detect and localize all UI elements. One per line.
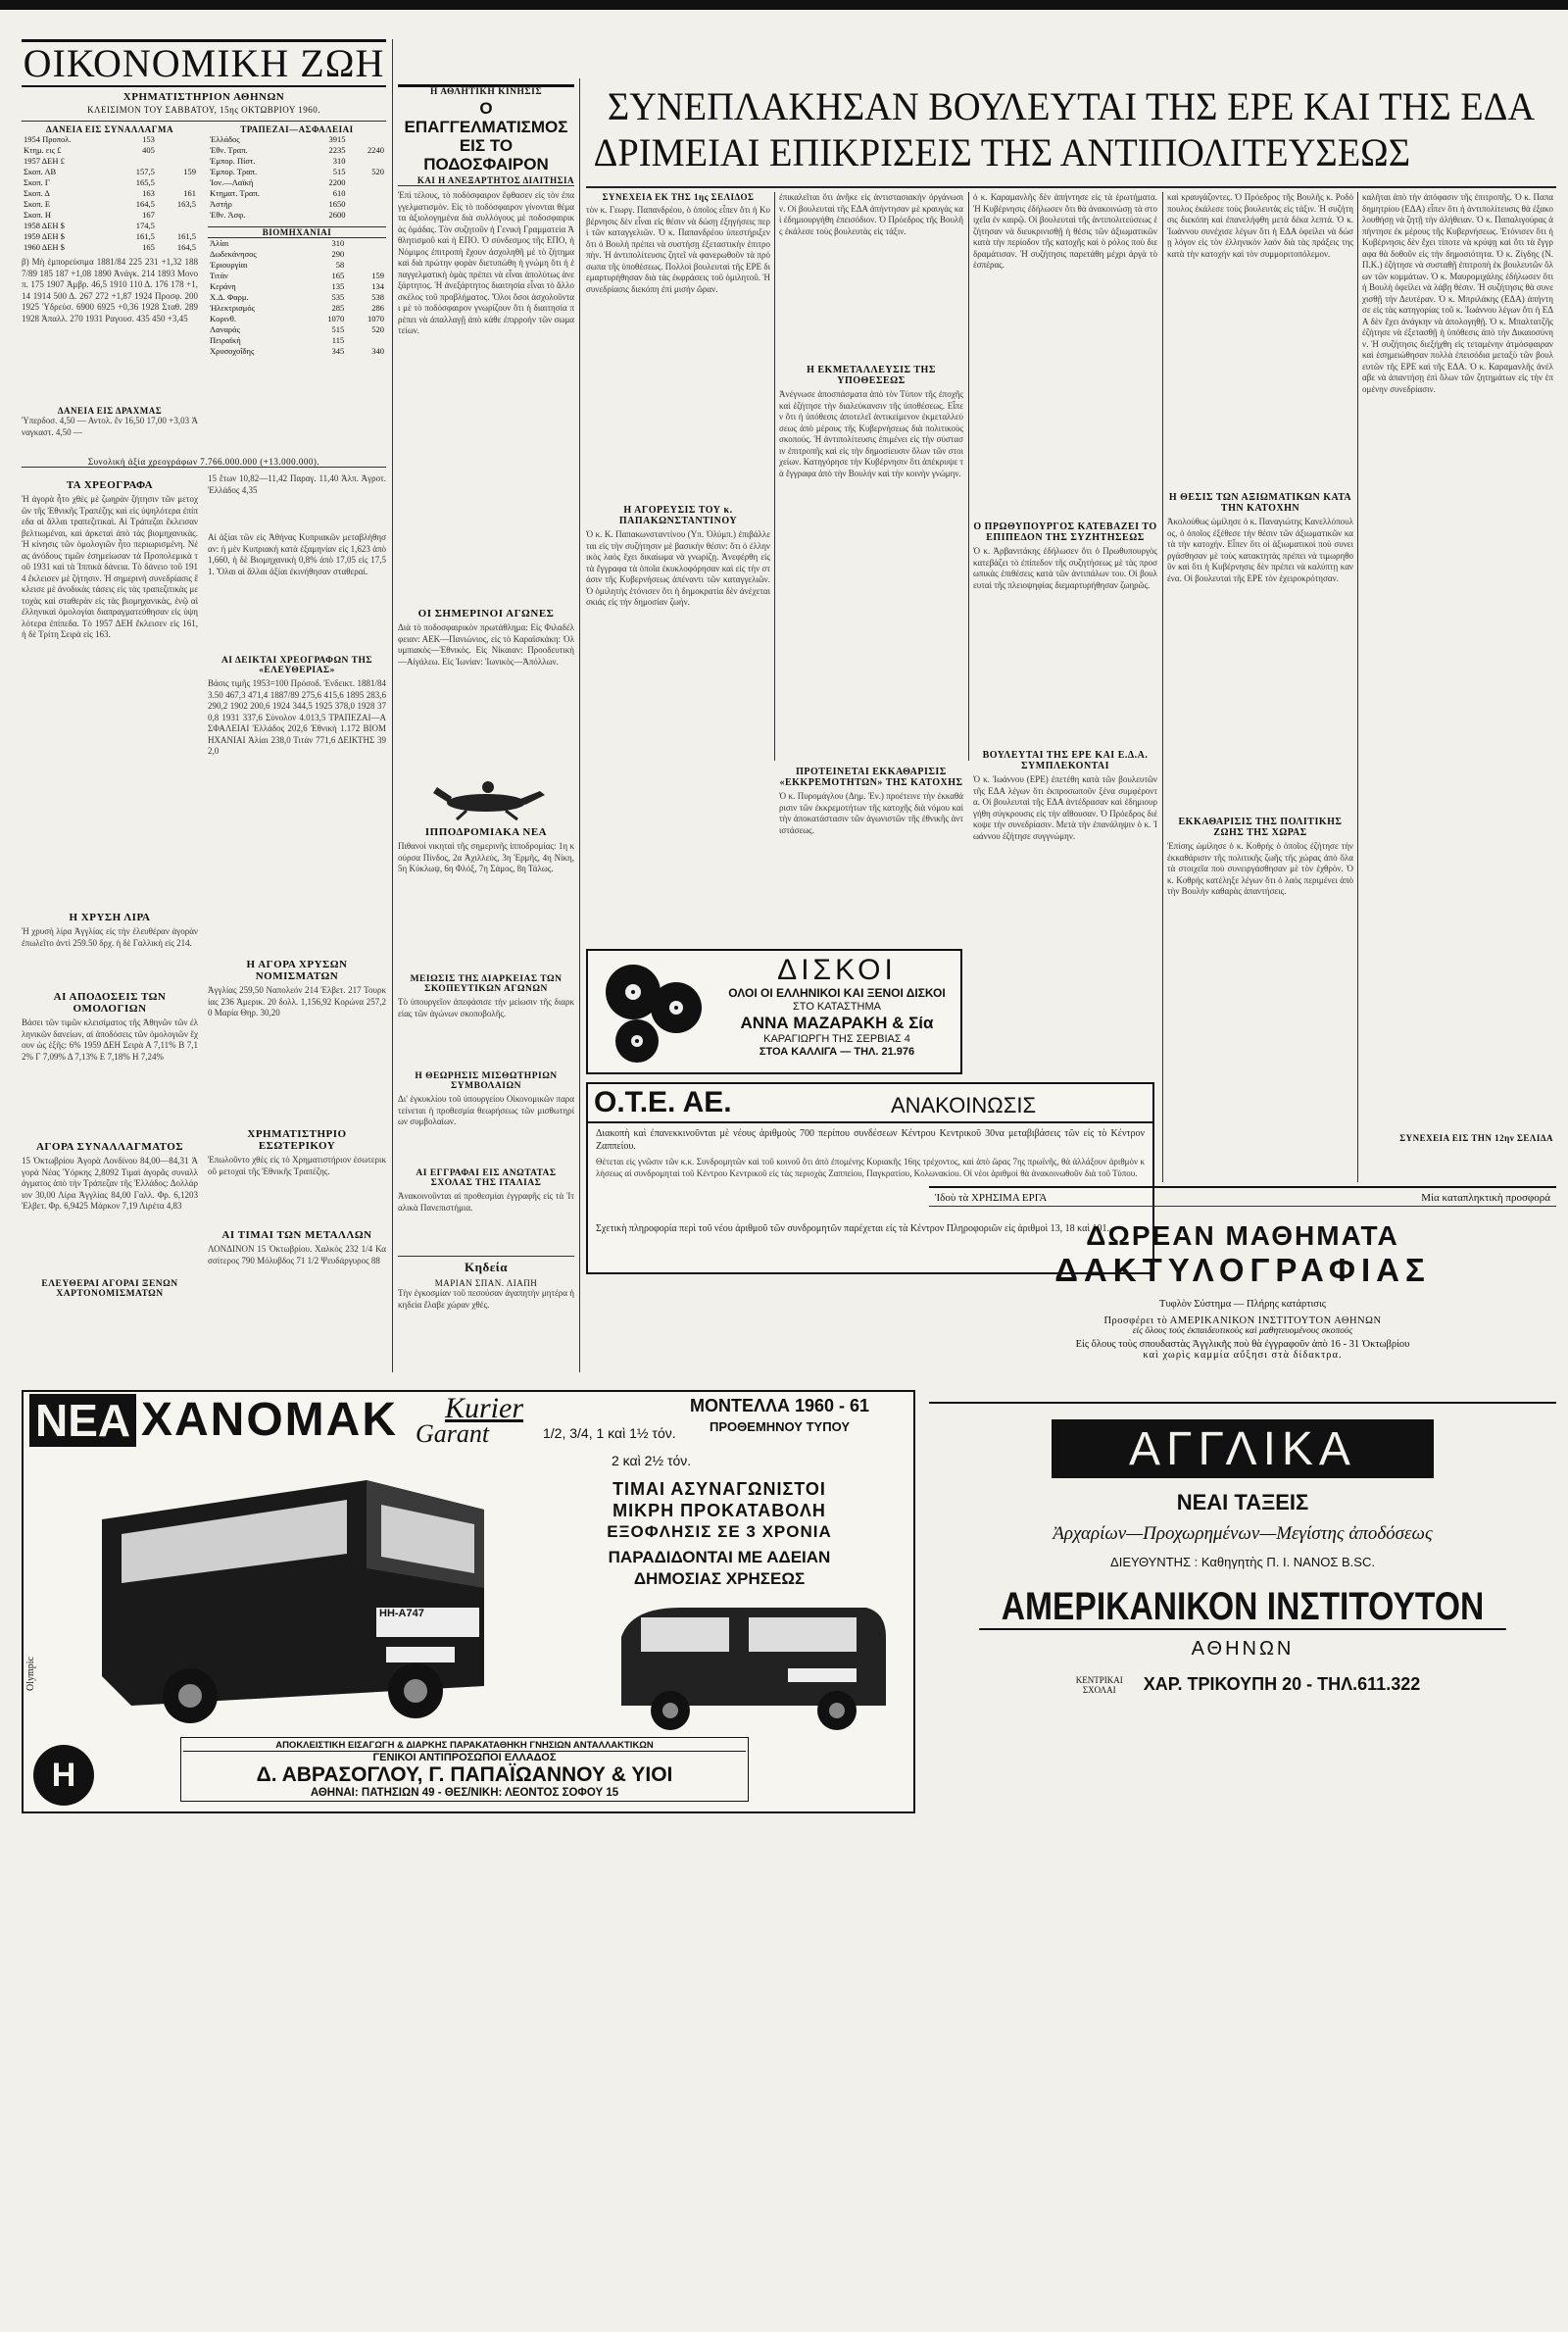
exchange-title: ΧΡΗΜΑΤΙΣΤΗΡΙΟΝ ΑΘΗΝΩΝ [122, 91, 285, 103]
free-market-title: ΕΛΕΥΘΕΡΑΙ ΑΓΟΡΑΙ ΞΕΝΩΝ ΧΑΡΤΟΝΟΜΙΣΜΑΤΩΝ [41, 1279, 178, 1299]
headline-line2: ΔΡΙΜΕΙΑΙ ΕΠΙΚΡΙΣΕΙΣ ΤΗΣ ΑΝΤΙΠΟΛΙΤΕΥΣΕΩΣ [593, 130, 1411, 174]
row-value: 58 [335, 260, 345, 270]
row-value: 286 [371, 303, 384, 313]
side-brand: Olympic [25, 1657, 36, 1691]
row-value: 174,5 [135, 221, 155, 230]
row-label: Δωδεκάνησος [210, 249, 257, 259]
table-row [208, 346, 386, 357]
english-line2: Ἀρχαρίων—Προχωρημένων—Μεγίστης ἀποδόσεως [1053, 1523, 1433, 1544]
subhead-papakonstantinou: Η ΑΓΟΡΕΥΣΙΣ ΤΟΥ κ. ΠΑΠΑΚΩΝΣΤΑΝΤΙΝΟΥ [618, 505, 738, 526]
car-footer2: ΓΕΝΙΚΟΙ ΑΝΤΙΠΡΟΣΩΠΟΙ ΕΛΛΑΔΟΣ [372, 1752, 557, 1763]
row-label: Τιτάν [210, 271, 228, 280]
subhead-ere-eda: ΒΟΥΛΕΥΤΑΙ ΤΗΣ ΕΡΕ ΚΑΙ Ε.Δ.Α. ΣΥΜΠΛΕΚΟΝΤΑΙ [982, 750, 1149, 771]
loans-table [22, 134, 198, 253]
car-footer3: Δ. ΑΒΡΑΣΟΓΛΟΥ, Γ. ΠΑΠΑΪΩΑΝΝΟΥ & ΥΙΟΙ [256, 1763, 673, 1786]
hanomag-logo-letter: H [51, 1756, 76, 1794]
row-value: 161,5 [176, 231, 196, 241]
row-value [157, 210, 198, 221]
row-value: 515 [332, 167, 346, 176]
industries-header: ΒΙΟΜΗΧΑΝΙΑΙ [208, 226, 386, 238]
typing-top-right: Μία καταπληκτικὴ προσφορά [1421, 1192, 1550, 1204]
story-column-4: καὶ κραυγάζοντες. Ὁ Πρόεδρος τῆς Βουλῆς κ. Ροδόπουλος ἐκάλεσε τοὺς βουλευτὰς εἰς τάξιν. Ἡ συζήτησις διεκόπη καὶ ἐπανελήφθη μετὰ δέκα λεπτά. Ὁ κ. Ἰωάννου συνέχισε λέγων ὅτι ἡ ΕΔΑ ὀφείλει νὰ δώσῃ λόγον εἰς τὸν ἑλληνικὸν λαόν διὰ τὰς πράξεις της κατὰ τὴν κατοχήν καὶ τὸν συμμοριτοπόλεμον. Η ΘΕΣΙΣ ΤΩΝ ΑΞΙΩΜΑΤΙΚΩΝ ΚΑΤΑ ΤΗΝ ΚΑΤΟΧΗΝ Ἀκολούθως ὡμίλησε ὁ κ. Παναγιώτης Κανελλόπουλος, ὁ ὁποῖος ἐξέθεσε τὴν θέσιν τῶν ἀξιωματικῶν κατὰ τὴν κατοχήν. Εἶπεν ὅτι οἱ ἀξιωματικοὶ ποὺ συνειργάσθησαν μὲ τοὺς κατακτητὰς πρέπει νὰ τιμωρηθοῦν καὶ ὅτι ἡ Κυβέρνησις δὲν πρέπει νὰ καλύπτῃ κανένα. Οἱ βουλευταὶ τῆς ΕΡΕ τὸν ἐχειροκρότησαν. ΕΚΚΑΘΑΡΙΣΙΣ ΤΗΣ ΠΟΛΙΤΙΚΗΣ ΖΩΗΣ ΤΗΣ ΧΩΡΑΣ Ἐπίσης ὡμίλησε ὁ κ. Κοθρής ὁ ὁποῖος ἐζήτησε τὴν ἐκκαθάρισιν τῆς πολιτικῆς ζωῆς τῆς χώρας ἀπὸ ὅλα τὰ στοιχεῖα ποὺ συνειργάσθησαν μὲ τὸν ἐχθρὸν. Ὁ κ. Κοθρής κατέληξε λέγων ὅτι ὁ λαὸς περιμένει ἀπὸ τὴν Βουλὴν καθαρὰς ἀπαντήσεις. [1167, 192, 1353, 896]
records-illustration [594, 961, 711, 1067]
table-row [208, 145, 386, 156]
column-rule [1162, 192, 1163, 1182]
row-label: Ἐθν. Ἀσφ. [210, 210, 246, 220]
subhead-officers: Η ΘΕΣΙΣ ΤΩΝ ΑΞΙΩΜΑΤΙΚΩΝ ΚΑΤΑ ΤΗΝ ΚΑΤΟΧΗΝ [1168, 492, 1352, 514]
swim-title: ΜΕΙΩΣΙΣ ΤΗΣ ΔΙΑΡΚΕΙΑΣ ΤΩΝ ΣΚΟΠΕΥΤΙΚΩΝ ΑΓΩΝΩΝ [410, 974, 563, 994]
xreografa-title: ΤΑ ΧΡΕΟΓΡΑΦΑ [66, 479, 154, 491]
row-value [116, 156, 157, 167]
table-row [22, 156, 198, 167]
table-row [22, 242, 198, 253]
row-value [157, 156, 198, 167]
row-value [346, 260, 386, 271]
hippo-title: ΙΠΠΟΔΡΟΜΙΑΚΑ ΝΕΑ [424, 826, 548, 838]
story-column-2b: ΠΡΟΤΕΙΝΕΤΑΙ ΕΚΚΑΘΑΡΙΣΙΣ «ΕΚΚΡΕΜΟΤΗΤΩΝ» ΤΗΣ ΚΑΤΟΧΗΣ Ὁ κ. Πυρομάγλου (Δημ. Ἑν.) προέτεινε τὴν ἐκκαθάρισιν τῶν ἐκκρεμοτήτων τῆς κατοχῆς διὰ νόμου καὶ τὴν ἀποκατάστασιν τῶν ἀγωνιστῶν τῆς ἐθνικῆς ἀντιστάσεως. [779, 767, 963, 835]
english-central: ΚΕΝΤΡΙΚΑΙ ΣΧΟΛΑΙ [1075, 1674, 1123, 1695]
records-address2: ΣΤΟΑ ΚΑΛΛΙΓΑ — ΤΗΛ. 21.976 [759, 1046, 915, 1058]
row-value: 115 [331, 335, 345, 345]
english-line1: ΝΕΑΙ ΤΑΞΕΙΣ [1176, 1490, 1309, 1514]
row-value: 520 [371, 167, 384, 176]
row-value: 2200 [328, 177, 346, 187]
ote-subtitle: ΑΝΑΚΟΙΝΩΣΙΣ [890, 1093, 1037, 1117]
economy-title: ΟΙΚΟΝΟΜΙΚΗ ΖΩΗ [23, 41, 385, 85]
lead-story [586, 84, 1556, 184]
row-label: Χ.Δ. Φαρμ. [210, 292, 249, 302]
english-address: ΧΑΡ. ΤΡΙΚΟΥΠΗ 20 - ΤΗΛ.611.322 [1143, 1674, 1421, 1694]
row-value: 159 [183, 167, 196, 176]
table-row [22, 145, 198, 156]
typing-classes-ad [929, 1186, 1556, 1392]
row-label: Ἑλλάδος [210, 134, 240, 144]
row-value [348, 156, 386, 167]
table-row [208, 260, 386, 271]
industries-table [208, 238, 386, 357]
row-label: 1958 ΔΕΗ $ [24, 221, 65, 230]
row-label: Κορινθ. [210, 314, 236, 323]
register-title: ΑΙ ΕΓΓΡΑΦΑΙ ΕΙΣ ΑΝΩΤΑΤΑΣ ΣΧΟΛΑΣ ΤΗΣ ΙΤΑΛΙΑΣ [416, 1168, 557, 1188]
ote-footer: Σχετικὴ πληροφορία περὶ τοῦ νέου ἀριθμοῦ τῶν συνδρομητῶν παρέχεται εἰς τὰ Κέντρον Πληροφοριῶν εἰς ἀριθμοὶ 13, 18 καὶ 101. [596, 1223, 1110, 1234]
table-row [22, 221, 198, 231]
table-row [208, 210, 386, 221]
row-label: 1959 ΔΕΗ $ [24, 231, 65, 241]
sports-kicker: Η ΑΘΛΗΤΙΚΗ ΚΙΝΗΣΙΣ [398, 84, 574, 97]
table-row [208, 156, 386, 167]
row-value [157, 134, 198, 145]
row-value [157, 177, 198, 188]
row-label: Κτηματ. Τραπ. [210, 188, 260, 198]
row-label: Ἐμπορ. Πίστ. [210, 156, 256, 166]
column-rule [392, 39, 393, 1372]
english-inst1: ΑΜΕΡΙΚΑΝΙΚΟΝ ΙΝΣΤΙΤΟΥΤΟΝ [979, 1585, 1506, 1630]
row-value: 165 [142, 242, 155, 252]
car-offer3: ΕΞΟΦΛΗΣΙΣ ΣΕ 3 ΧΡΟΝΙΑ [607, 1522, 832, 1541]
story-column-3: ὁ κ. Καραμανλῆς δὲν ἀπήντησε εἰς τὰ ἐρωτήματα. Ἡ Κυβέρνησις ἐδήλωσεν ὅτι θὰ ἀνακοινώσῃ τὰ στοιχεῖα ἐν καιρῷ. Οἱ βουλευταὶ τῆς ἀντιπολιτεύσεως ἐζήτησαν νὰ διευκρινισθῇ ἡ θέσις τῶν ἀξιωματικῶν κατὰ τὴν περίοδον τῆς κατοχῆς καὶ ὁ ρόλος ποὺ διεδραμάτισαν. Ἡ συζήτησις παρετάθη μέχρι ἀργὰ τὸ ἑσπέρας. Ο ΠΡΩΘΥΠΟΥΡΓΟΣ ΚΑΤΕΒΑΖΕΙ ΤΟ ΕΠΙΠΕΔΟΝ ΤΗΣ ΣΥΖΗΤΗΣΕΩΣ Ὁ κ. Ἀρβανιτάκης ἐδήλωσεν ὅτι ὁ Πρωθυπουργὸς κατεβάζει τὸ ἐπίπεδον τῆς συζητήσεως μὲ τὰς προσωπικὰς ἐπιθέσεις κατὰ τῶν ἀντιπάλων του. Οἱ βουλευταὶ τῆς πλειοψηφίας διεμαρτυρήθησαν ζωηρῶς. ΒΟΥΛΕΥΤΑΙ ΤΗΣ ΕΡΕ ΚΑΙ Ε.Δ.Α. ΣΥΜΠΛΕΚΟΝΤΑΙ Ὁ κ. Ἰωάννου (ΕΡΕ) ἐπετέθη κατὰ τῶν βουλευτῶν τῆς ΕΔΑ λέγων ὅτι ἐκπροσωποῦν ξένα συμφέροντα. Οἱ βουλευταὶ τῆς ΕΔΑ ἀντέδρασαν καὶ ἐδημιουργήθη σύγκρουσις εἰς τὴν αἴθουσαν. Ὁ Πρόεδρος διέκοψε τὴν συνεδρίασιν. Μετὰ τὴν ἐπανάληψιν ὁ κ. Ἰωάννου ἐζήτησε συγγνώμην. [973, 192, 1157, 841]
records-line1: ΟΛΟΙ ΟΙ ΕΛΛΗΝΙΚΟΙ ΚΑΙ ΞΕΝΟΙ ΔΙΣΚΟΙ [728, 986, 946, 1000]
row-value: 161 [183, 188, 196, 198]
football-subtitle: ΚΑΙ Η ΑΝΕΞΑΡΤΗΤΟΣ ΔΙΑΙΤΗΣΙΑ [398, 175, 574, 186]
car-brand1: ΝΕΑ [29, 1394, 136, 1447]
column-rule [968, 192, 969, 761]
row-value: 340 [371, 346, 384, 356]
loans-header: ΔΑΝΕΙΑ ΕΙΣ ΣΥΝΑΛΛΑΓΜΑ [45, 124, 174, 134]
row-label: 1957 ΔΕΗ £ [24, 156, 65, 166]
table-row [208, 335, 386, 346]
economy-section: ΟΙΚΟΝΟΜΙΚΗ ΖΩΗ ΧΡΗΜΑΤΙΣΤΗΡΙΟΝ ΑΘΗΝΩΝ ΚΛΕΙΣΙΜΟΝ ΤΟΥ ΣΑΒΒΑΤΟΥ, 15ης ΟΚΤΩΒΡΙΟΥ 1960. ΔΑΝΕΙΑ ΕΙΣ ΣΥΝΑΛΛΑΓΜΑ 1954 Προπολ. 153 Κτημ. εις £ 405 1957 ΔΕΗ £ Σκοπ. ΑΒ 157,5 159 Σκοπ. Γ 165,5 Σκοπ. Δ 163 161 Σκοπ. Ε 164,5 163,5 Σκοπ. Η 167 1958 ΔΕΗ $ 174,5 1959 ΔΕΗ $ 161,5 161,5 1960 ΔΕΗ $ 165 164,5 β) Μὴ ἐμπορεύσιμα 1881/84 225 231 +1,32 1887/89 185 187 +1,08 1890 Ἀνάγκ. 214 1893 Μονοπ. 175 1907 Ἀμβρ. 46,5 1910 110 Δ. 176 178 +1,14 1914 500 Δ. 267 272 +1,87 1924 Προσφ. 200 1925 Ὑδρεύσ. 6900 6925 +0,36 1928 Σταθ. 289 1928 Ἀπαλλ. 270 1931 Ραγουσ. 435 450 +3,45 ΔΑΝΕΙΑ ΕΙΣ ΔΡΑΧΜΑΣ Ὑπερδοσ. 4,50 — Αντολ. ἔν 16,50 17,00 +3,03 Ἀναγκαστ. 4,50 — ΤΡΑΠΕΖΑΙ—ΑΣΦΑΛΕΙΑΙ Ἑλλάδος 3915 Ἐθν. Τραπ. 2235 2240 Ἐμπορ. Πίστ. 310 Ἐμπορ. Τραπ. 515 520 Ἰον.—Λαϊκή 2200 Κτηματ. Τραπ. 610 Ἀστήρ 1650 Ἐθν. Ἀσφ. 2600 ΒΙΟΜΗΧΑΝΙΑΙ Ἀλίαι 310 Δωδεκάνησος 290 Ἐριουργίαι 58 Τιτάν 165 159 Κεράνη 135 134 Χ.Δ. Φαρμ. 535 538 Ἠλεκτρισμός 285 286 Κορινθ. 1070 1070 Λαναράς 515 520 Πειραϊκή 115 Χρυσοχοΐδης 345 340 Συνολικὴ ἀξία χρεογράφων 7.766.000.000 (+13.000.000). ΤΑ ΧΡΕΟΓΡΑΦΑ Ἡ ἀγορὰ ἦτο χθὲς μὲ ζωηρὰν ζήτησιν τῶν μετοχῶν τῆς Ἐθνικῆς Τραπέζης καὶ εἰς ὑψηλότερα ἐπίπεδα αἱ ἄλλαι τραπεζιτικαὶ. Αἱ Τράπεζαι ἔκλεισαν βελτιωμέναι, καὶ ἀρκεταὶ ἀπὸ τὰς βιομηχανικὰς. Ἡ κίνησις τῶν ὁμολογιῶν ἦτο περιωρισμένη. Νέας ἀνόδους τιμῶν ἐσημείωσαν τὰ Προπολεμικὰ τοῦ 1931 καὶ τὰ Ἰππικὰ δάνεια. Τὸ δάνειο τοῦ 1914 ἔκλεισεν μὲ ζήτησιν. Ἡ σημερινὴ συνεδρίασις ἔκλεισε μὲ ἀνοδικὰς τάσεις εἰς τὰς τραπεζιτικὰς μετοχὰς καὶ σταθερὰν εἰς τὰς βιομηχανικὰς, ἐνῷ αἱ ἐλληνικαὶ ὁμολογίαι διαπραγματεύθησαν εἰς ὑψηλότερα ἐπίπεδα. Τὸ 1957 ΔΕΗ ἔκλεισεν εἰς 161, ἡ δὲ Τρίτη Σειρὰ εἰς 163. Η ΧΡΥΣΗ ΛΙΡΑ Ἡ χρυσὴ λίρα Ἀγγλίας εἰς τὴν ἐλευθέραν ἀγορὰν ἐπωλεῖτο ἀντὶ 259.50 δρχ. ἡ δὲ Γαλλικὴ εἰς 214. ΑΙ ΑΠΟΔΟΣΕΙΣ ΤΩΝ ΟΜΟΛΟΓΙΩΝ Βάσει τῶν τιμῶν κλεισίματος τῆς Ἀθηνῶν τῶν ἐλληνικῶν δανείων, αἱ ἀποδόσεις τῶν ὁμολογιῶν ἔχουν ὡς ἑξῆς: 6% 1959 ΔΕΗ Σειρὰ Α 7,11% Β 7,12% Γ 7,09% Δ 7,13% Ε 7,18% Η 7,24% ΑΓΟΡΑ ΣΥΝΑΛΛΑΓΜΑΤΟΣ 15 Ὀκτωβρίου Ἀγορὰ Λονδίνου 84,00—84,31 Ἀγορὰ Νέας Ὑόρκης 2,8092 Τιμαὶ ἀγορᾶς συναλλάγματος ἀπὸ τὴν Τράπεζαν τῆς Ἑλλάδος: Δολλάριον 30,00 Λίρα Ἀγγλίας 84,00 Γαλλ. Φρ. 6,1203 Ἐλβετ. Φρ. 6,9425 Μάρκον 7,19 Λιρέτα 4,83 ΕΛΕΥΘΕΡΑΙ ΑΓΟΡΑΙ ΞΕΝΩΝ ΧΑΡΤΟΝΟΜΙΣΜΑΤΩΝ 15 ἔτων 10,82—11,42 Παραγ. 11,40 Ἀλπ. Ἀγροτ. Ἑλλάδος 4,35 Αἱ ἀξίαι τῶν εἰς Ἀθήνας Κυπριακῶν μεταβλήθησαν: ἡ μὲν Κυπριακὴ κατὰ ἑξαμηνίαν εἰς 1,623 ἀπὸ 1,660, ἡ δὲ Βιομηχανικὴ 0,8% ἀπὸ 17,05 εἰς 17,51. Ὅλαι αἱ ἄλλαι ἀξίαι ἐκινήθησαν σταθεραί. ΑΙ ΔΕΙΚΤΑΙ ΧΡΕΟΓΡΑΦΩΝ ΤΗΣ «ΕΛΕΥΘΕΡΙΑΣ» Βάσις τιμῆς 1953=100 Πρόσοδ. Ἐνδεικτ. 1881/84 3.50 467,3 471,4 1887/89 275,6 415,6 1895 283,6 290,2 1902 200,6 1924 344,5 1925 378,0 1928 370,8 1931 337,6 Σύνολον 4.013,5 ΤΡΑΠΕΖΑΙ—ΑΣΦΑΛΕΙΑΙ Ἑλλάδος 202,6 Ἐθνικὴ 1.172 ΒΙΟΜΗΧΑΝΙΑΙ Ἀλίαι 238,0 Τιτάν 771,6 ΔΕΙΚΤΗΣ 392,0 Η ΑΓΟΡΑ ΧΡΥΣΩΝ ΝΟΜΙΣΜΑΤΩΝ Ἀγγλίας 259,50 Ναπολεόν 214 Ἐλβετ. 217 Τουρκίας 236 Ἀμερικ. 20 δολλ. 1,156,92 Κορώνα 257,20 Μαρία Θηρ. 30,20 ΧΡΗΜΑΤΙΣΤΗΡΙΟ ΕΣΩΤΕΡΙΚΟΥ Ἐπωλοῦντο χθὲς εἰς τὸ Χρηματιστήριον ἐσωτερικοῦ μετοχαὶ τῆς Ἐθνικῆς Τραπέζης. ΑΙ ΤΙΜΑΙ ΤΩΝ ΜΕΤΑΛΛΩΝ ΛΟΝΔΙΝΟΝ 15 Ὀκτωβρίου. Χαλκὸς 232 1/4 Κασσίτερος 790 Μόλυβδος 71 1/2 Ψευδάργυρος 88 [22, 41, 386, 1299]
coins-title: Η ΑΓΟΡΑ ΧΡΥΣΩΝ ΝΟΜΙΣΜΑΤΩΝ [246, 959, 348, 982]
row-label: Ἀστήρ [210, 199, 232, 209]
truck-plate: ΗΗ-Α747 [376, 1608, 427, 1619]
row-value [346, 249, 386, 260]
funeral-title: Κηδεία [398, 1256, 574, 1275]
row-value: 345 [331, 346, 345, 356]
vinyl-records-icon [594, 961, 711, 1067]
row-label: 1960 ΔΕΗ $ [24, 242, 65, 252]
total-turnover: Συνολικὴ ἀξία χρεογράφων 7.766.000.000 (+13.000.000). [22, 457, 386, 468]
story-column-5: καλῆται ἀπὸ τὴν ἀπόφασιν τῆς ἐπιτροπῆς. Ὁ κ. Παπαδημητρίου (ΕΔΑ) εἶπεν ὅτι ἡ ἀντιπολίτευσις θὰ ἐξακολουθήσῃ νὰ ζητῇ τὴν ἀλήθειαν. Ὁ κ. Παπαλιγούρας ἀπήντησε ἐκ μέρους τῆς Κυβερνήσεως. Ἐτόνισεν ὅτι ἡ Κυβέρνησις δὲν ἔχει τίποτε νὰ κρύψῃ καὶ ὅτι τὰ ἔγγραφα θὰ δοθοῦν εἰς τὴν δημοσιότητα. Ὁ κ. Ζίγδης (Ν.Π.Κ.) ἐζήτησε νὰ συσταθῇ ἐπιτροπὴ ἐκ βουλευτῶν ὅλων τῶν κομμάτων. Ὁ κ. Μαυρομιχάλης ἐδήλωσεν ὅτι ἡ Βουλὴ ὀφείλει νὰ λάβῃ θέσιν. Ἡ συζήτησις θὰ συνεχισθῇ τὴν Δευτέραν. Ὁ κ. Μπριλάκης (ΕΔΑ) ἀπήντησε εἰς τὰς κατηγορίας τοῦ κ. Ἰωάννου λέγων ὅτι ἡ ΕΔΑ δὲν ἔχει ἀνάγκην νὰ ἀπολογηθῇ. Ὁ κ. Μπαλτατζῆς ἐζήτησε νὰ ἐξετασθῇ ἡ ὑπόθεσις ἀπὸ τὴν Δικαιοσύνην. Ἡ συζήτησις διεξήχθη εἰς τεταμένην ἀτμόσφαιραν καὶ ἐσημειώθησαν πολλὰ ἐπεισόδια μεταξὺ τῶν βουλευτῶν τῆς ΕΡΕ καὶ τῆς ΕΔΑ. Ὁ κ. Καραμανλῆς ἀνέλαβε νὰ ἀπαντήσῃ ἐπὶ ὅλων τῶν ζητημάτων εἰς τὴν ἑπομένην συνεδρίασιν. ΣΥΝΕΧΕΙΑ ΕΙΣ ΤΗΝ 12ην ΣΕΛΙΔΑ [1362, 192, 1553, 1143]
row-value: 164,5 [135, 199, 155, 209]
row-label: Ἐθν. Τραπ. [210, 145, 248, 155]
row-label: 1954 Προπολ. [24, 134, 72, 144]
headline-line1: ΣΥΝΕΠΛΑΚΗΣΑΝ ΒΟΥΛΕΥΤΑΙ ΤΗΣ ΕΡΕ ΚΑΙ ΤΗΣ ΕΔΑ [607, 84, 1536, 128]
subhead-exploitation: Η ΕΚΜΕΤΑΛΛΕΥΣΙΣ ΤΗΣ ΥΠΟΘΕΣΕΩΣ [807, 365, 936, 386]
table-row [22, 210, 198, 221]
english-banner [1052, 1419, 1434, 1478]
row-value: 163 [142, 188, 155, 198]
row-value [157, 221, 198, 231]
typing-line2: Προσφέρει τὸ ΑΜΕΡΙΚΑΝΙΚΟΝ ΙΝΣΤΙΤΟΥΤΟΝ ΑΘΗΝΩΝ [1103, 1315, 1382, 1326]
car-offer1: ΤΙΜΑΙ ΑΣΥΝΑΓΩΝΙΣΤΟΙ [612, 1479, 826, 1499]
subhead-pm: Ο ΠΡΩΘΥΠΟΥΡΓΟΣ ΚΑΤΕΒΑΖΕΙ ΤΟ ΕΠΙΠΕΔΟΝ ΤΗΣ ΣΥΖΗΤΗΣΕΩΣ [973, 521, 1157, 543]
row-value: 310 [332, 156, 346, 166]
car-brand2: ΧΑΝΟΜΑΚ [141, 1394, 398, 1446]
row-value [346, 335, 386, 346]
car-footer4: ΑΘΗΝΑΙ: ΠΑΤΗΣΙΩΝ 49 - ΘΕΣ/ΝΙΚΗ: ΛΕΟΝΤΟΣ ΣΟΦΟΥ 15 [310, 1787, 619, 1799]
records-line2: ΣΤΟ ΚΑΤΑΣΤΗΜΑ [793, 1001, 881, 1013]
truck-illustration [73, 1461, 504, 1725]
records-ad [586, 949, 962, 1074]
car-offer2: ΜΙΚΡΗ ΠΡΟΚΑΤΑΒΟΛΗ [612, 1501, 826, 1520]
table-row [22, 167, 198, 177]
english-inst2: ΑΘΗΝΩΝ [1191, 1638, 1295, 1660]
headline-rule [586, 186, 1556, 188]
table-row [208, 281, 386, 292]
row-value [348, 188, 386, 199]
top-border [0, 0, 1568, 10]
car-model: ΜΟΝΤΕΛΛΑ 1960 - 61 [690, 1396, 870, 1415]
van-illustration [612, 1598, 896, 1735]
table-row [208, 188, 386, 199]
row-value [348, 210, 386, 221]
row-value: 538 [371, 292, 384, 302]
row-label: Ἀλίαι [210, 238, 229, 248]
ote-text: Διακοπὴ καὶ ἐπανεκκινοῦνται μὲ νέους ἀριθμοὺς 700 περίπου συνδέσεων Κέντρου Κεντρικοῦ 30να μεταβιβάσεις τῶν είς τὸ Κέντρον Ζαππείου. [596, 1128, 1145, 1152]
table-row [208, 167, 386, 177]
typing-title2: ΔΑΚΤΥΛΟΓΡΑΦΙΑΣ [1054, 1252, 1431, 1288]
row-value: 165,5 [135, 177, 155, 187]
row-value: 610 [332, 188, 346, 198]
sports-section: Η ΑΘΛΗΤΙΚΗ ΚΙΝΗΣΙΣ Ο ΕΠΑΓΓΕΛΜΑΤΙΣΜΟΣ ΕΙΣ ΤΟ ΠΟΔΟΣΦΑΙΡΟΝ ΚΑΙ Η ΑΝΕΞΑΡΤΗΤΟΣ ΔΙΑΙΤΗΣΙΑ Ἐπὶ τέλους, τὸ ποδόσφαιρον ἔφθασεν εἰς τὸν ἐπαγγελματισμὸν. Εἰς τὸ ποδόσφαιρον γίνονται θέματα ἀξιολογημένα διὰ συλλόγους μὲ ποδοσφαιρικὰς ὁμάδας. Τὸν συζητοῦν ἡ Γενικὴ Γραμματεία Ἀθλητισμοῦ καὶ ἡ ΕΠΟ. Ὁ σύνδεσμος τῆς ΕΠΟ, ἡ Νόμιμος ἐπιτροπὴ ἔχουν ἀσχοληθῆ μὲ τὸ ζήτημα καὶ διὰ πρώτην φορὰν διετυπώθη ἡ γνώμη ὅτι ἡ ἐπαγγελματικὴ ὁμὰς πρέπει νὰ εἶναι ἀπολύτως ἀνεξάρτητος. Ἡ ἀνεξάρτητος διαιτησία εἶναι τὸ ἄλλο σκέλος τοῦ προβλήματος. Ὅλοι ὅσοι ἀσχολοῦνται μὲ τὸ ποδόσφαιρον γνωρίζουν ὅτι ἡ διαιτησία πρέπει νὰ ἀπαλλαγῇ ἀπὸ κάθε ἐπιρροὴν τῶν σωματείων. ΟΙ ΣΗΜΕΡΙΝΟΙ ΑΓΩΝΕΣ Διὰ τὸ ποδοσφαιρικὸν πρωτάθλημα: Εἰς Φιλαδέλφειαν: ΑΕΚ—Πανιώνιος, εἰς τὸ Καραϊσκάκη: Ὀλυμπιακὸς—Ἐθνικός. Εἰς Νίκαιαν: Προοδευτικὴ—Αἰγάλεω. Εἰς Ἰωνίαν: Ἰωνικὸς—Ἀπόλλων. ΙΠΠΟΔΡΟΜΙΑΚΑ ΝΕΑ Πιθανοὶ νικηταὶ τῆς σημερινῆς ἱπποδρομίας: 1η κούρσα Πίνδος, 2α Ἀχιλλεύς, 3η Ἑρμῆς, 4η Νίκη, 5η Κύκλωψ, 6η Φλόξ, 7η Σάμος, 8η Τάλως. ΜΕΙΩΣΙΣ ΤΗΣ ΔΙΑΡΚΕΙΑΣ ΤΩΝ ΣΚΟΠΕΥΤΙΚΩΝ ΑΓΩΝΩΝ Τὸ ὑπουργεῖον ἀπεφάσισε τὴν μείωσιν τῆς διαρκείας τῶν ἀγώνων σκοποβολῆς. Η ΘΕΩΡΗΣΙΣ ΜΙΣΘΩΤΗΡΙΩΝ ΣΥΜΒΟΛΑΙΩΝ Δι' ἐγκυκλίου τοῦ ὑπουργείου Οἰκονομικῶν παρατείνεται ἡ προθεσμία θεωρήσεως τῶν μισθωτηρίων συμβολαίων. ΑΙ ΕΓΓΡΑΦΑΙ ΕΙΣ ΑΝΩΤΑΤΑΣ ΣΧΟΛΑΣ ΤΗΣ ΙΤΑΛΙΑΣ Ἀνακοινοῦνται αἱ προθεσμίαι ἐγγραφῆς εἰς τὰ Ἰταλικὰ Πανεπιστήμια. Κηδεία ΜΑΡΙΑΝ ΣΠΑΝ. ΛΙΑΠΗ Τὴν ἐγκοσμίαν τοῦ πεσούσαν ἀγαπητὴν μητέρα ἡ κηδεία ἔλαβε χώραν χθές. [398, 84, 574, 1368]
table-row [22, 188, 198, 199]
matches-title: ΟΙ ΣΗΜΕΡΙΝΟΙ ΑΓΩΝΕΣ [417, 608, 555, 620]
close-date: ΚΛΕΙΣΙΜΟΝ ΤΟΥ ΣΑΒΒΑΤΟΥ, 15ης ΟΚΤΩΒΡΙΟΥ 1960. [86, 105, 320, 115]
table-row [208, 271, 386, 281]
continues-to: ΣΥΝΕΧΕΙΑ ΕΙΣ ΤΗΝ 12ην ΣΕΛΙΔΑ [1399, 1133, 1553, 1143]
row-value: 515 [331, 324, 345, 334]
gold-title: Η ΧΡΥΣΗ ΛΙΡΑ [69, 912, 151, 923]
row-label: Σκοπ. Ε [24, 199, 51, 209]
row-value: 135 [331, 281, 345, 291]
metals-title: ΑΙ ΤΙΜΑΙ ΤΩΝ ΜΕΤΑΛΛΩΝ [221, 1229, 372, 1241]
row-value: 3915 [328, 134, 346, 144]
hurdler-illustration [398, 773, 574, 820]
car-production: ΠΡΟΘΕΜΗΝΟΥ ΤΥΠΟΥ [710, 1419, 851, 1434]
row-value: 520 [371, 324, 384, 334]
english-classes-ad [929, 1402, 1556, 1774]
row-value: 535 [331, 292, 345, 302]
index-title: ΑΙ ΔΕΙΚΤΑΙ ΧΡΕΟΓΡΑΦΩΝ ΤΗΣ «ΕΛΕΥΘΕΡΙΑΣ» [220, 656, 373, 675]
row-value [348, 199, 386, 210]
row-value: 2235 [328, 145, 346, 155]
row-value: 157,5 [135, 167, 155, 176]
table-row [208, 314, 386, 324]
table-row [208, 324, 386, 335]
car-tons1: 1/2, 3/4, 1 καὶ 1½ τόν. [543, 1425, 676, 1441]
row-value: 1070 [327, 314, 345, 323]
table-row [22, 199, 198, 210]
car-tons2: 2 καὶ 2½ τόν. [612, 1453, 692, 1468]
english-director: ΔΙΕΥΘΥΝΤΗΣ : Καθηγητὴς Π. Ι. ΝΑΝΟΣ B.SC. [1110, 1555, 1375, 1569]
english-title: ΑΓΓΛΙΚΑ [1129, 1422, 1356, 1475]
row-value: 159 [371, 271, 384, 280]
table-row [208, 238, 386, 249]
row-label: Σκοπ. Η [24, 210, 51, 220]
row-value: 405 [142, 145, 155, 155]
row-label: Λαναράς [210, 324, 240, 334]
row-label: Ἠλεκτρισμός [210, 303, 255, 313]
agora-title: ΑΓΟΡΑ ΣΥΝΑΛΛΑΓΜΑΤΟΣ [35, 1141, 184, 1153]
typing-line1: Τυφλὸν Σύστημα — Πλήρης κατάρτισις [1159, 1299, 1326, 1310]
bond-title: ΑΙ ΑΠΟΔΟΣΕΙΣ ΤΩΝ ΟΜΟΛΟΓΙΩΝ [53, 991, 167, 1015]
row-value: 163,5 [176, 199, 196, 209]
row-label: Χρυσοχοΐδης [210, 346, 255, 356]
continued-from: ΣΥΝΕΧΕΙΑ ΕΚ ΤΗΣ 1ης ΣΕΛΙΔΟΣ [602, 192, 755, 202]
row-value: 285 [331, 303, 345, 313]
records-shop: ΑΝΝΑ ΜΑΖΑΡΑΚΗ & Σία [740, 1014, 934, 1032]
column-rule [774, 192, 775, 761]
table-row [208, 292, 386, 303]
table-row [22, 134, 198, 145]
typing-title1: ΔΩΡΕΑΝ ΜΑΘΗΜΑΤΑ [1086, 1220, 1399, 1251]
ote-notice: Ο.Τ.Ε. ΑΕ. ΑΝΑΚΟΙΝΩΣΙΣ Διακοπὴ καὶ ἐπανεκκινοῦνται μὲ νέους ἀριθμοὺς 700 περίπου συνδέσεων Κέντρου Κεντρικοῦ 30να μεταβιβάσεις τῶν είς τὸ Κέντρον Ζαππείου. Θέτεται εἰς γνῶσιν τῶν κ.κ. Συνδρομητῶν καὶ τοῦ κοινοῦ ὅτι ἀπὸ ἐπομένης Κυριακῆς 16ης τρέχοντος, καὶ ἀπὸ ὥρας 7ης πρωϊνῆς, θὰ ἀλλάξουν ἀριθμὸν κλήσεως αἱ συνδρομηταὶ τοῦ Κέντρου Κεντρικοῦ εἰς τὰς περιοχὰς Ζαππείου, Παγκρατίου, Κολωνακίου. Οἱ νέοι ἀριθμοὶ θὰ ἀνακοινωθοῦν διὰ τοῦ Τύπου. Σχετικὴ πληροφορία περὶ τοῦ νέου ἀριθμοῦ τῶν συνδρομητῶν παρέχεται εἰς τὰ Κέντρον Πληροφοριῶν εἰς ἀριθμοὶ 13, 18 καὶ 101. [586, 1082, 1154, 1274]
typing-line4: Εἰς ὅλους τοὺς σπουδαστὰς Ἀγγλικῆς ποὺ θὰ ἐγγραφοῦν ἀπὸ 16 - 31 Ὀκτωβρίου [1075, 1339, 1410, 1350]
row-value: 290 [331, 249, 345, 259]
car-offer4: ΠΑΡΑΔΙΔΟΝΤΑΙ ΜΕ ΑΔΕΙΑΝ [608, 1548, 831, 1566]
row-value: 153 [142, 134, 155, 144]
table-row [22, 231, 198, 242]
ote-title: Ο.Τ.Ε. ΑΕ. [594, 1086, 732, 1118]
row-value [346, 238, 386, 249]
row-value: 134 [371, 281, 384, 291]
row-value [348, 134, 386, 145]
row-label: Σκοπ. ΑΒ [24, 167, 57, 176]
typing-line3: εἰς ὅλους τοὺς ἐκπαιδευτικοὺς καὶ μαθητευομένους σκοπούς [1132, 1326, 1353, 1336]
row-value: 1070 [368, 314, 384, 323]
row-value [157, 145, 198, 156]
table-row [208, 177, 386, 188]
horse-rider-icon [398, 773, 574, 820]
symbol-title: Η ΘΕΩΡΗΣΙΣ ΜΙΣΘΩΤΗΡΙΩΝ ΣΥΜΒΟΛΑΙΩΝ [415, 1071, 558, 1091]
column-rule [579, 78, 580, 1372]
football-title: Ο ΕΠΑΓΓΕΛΜΑΤΙΣΜΟΣ ΕΙΣ ΤΟ ΠΟΔΟΣΦΑΙΡΟΝ [404, 99, 568, 174]
car-offer5: ΔΗΜΟΣΙΑΣ ΧΡΗΣΕΩΣ [633, 1569, 806, 1588]
row-label: Ἐμπορ. Τραπ. [210, 167, 258, 176]
row-label: Πειραϊκή [210, 335, 241, 345]
row-value: 2600 [328, 210, 346, 220]
stock-title: ΧΡΗΜΑΤΙΣΤΗΡΙΟ ΕΣΩΤΕΡΙΚΟΥ [247, 1128, 347, 1152]
table-row [208, 249, 386, 260]
typing-top-left: Ἰδοὺ τὰ ΧΡΗΣΙΜΑ ΕΡΓΑ [935, 1192, 1048, 1204]
typing-line5: καὶ χωρὶς καμμία αὔξησι στὰ δίδακτρα. [1143, 1350, 1343, 1361]
row-value: 2240 [368, 145, 384, 155]
table-row [208, 303, 386, 314]
story-column-1: ΣΥΝΕΧΕΙΑ ΕΚ ΤΗΣ 1ης ΣΕΛΙΔΟΣ τὸν κ. Γεωργ. Παπανδρέου, ὁ ὁποῖος εἶπεν ὅτι ἡ Κυβέρνησις δὲν εἶναι εἰς θέσιν νὰ δώσῃ ἐξηγήσεις περὶ τῶν καταγγελιῶν. Ὁ κ. Παπανδρέου ὑπεστήριξεν ὅτι ὁ Βουλὴ πρέπει νὰ συστήσῃ ἐξεταστικὴν ἐπιτροπὴν. Ἡ ἀντιπολίτευσις ζητεῖ νὰ φανερωθοῦν τὰ πρόσωπα τῆς ὑποθέσεως. Πολλοὶ βουλευταὶ τῆς ΕΡΕ διεμαρτυρήθησαν διὰ τὰς ἐκφράσεις τοῦ ὁμιλητοῦ. Ἡ συνεδρίασις διεκόπη ἐπὶ μισὴν ὥραν. Η ΑΓΟΡΕΥΣΙΣ ΤΟΥ κ. ΠΑΠΑΚΩΝΣΤΑΝΤΙΝΟΥ Ὁ κ. Κ. Παπακωνσταντίνου (Υπ. Ὁλύμπ.) ἐπιβάλλεται εἰς τὴν συζήτησιν μὲ βασικὴν θέσιν: ὅτι ὁ ἐλληνικὸς λαὸς ἔχει δικαίωμα νὰ γνωρίζῃ. Ἀνεφέρθη εἰς τὰ ἔγγραφα τὰ ὁποῖα ἐκυκλοφόρησαν καὶ εἰς τὴν στάσιν τῆς Κυβερνήσεως ἀπέναντι τῶν καταγγελιῶν. Ὁ ὁμιλητὴς ἐτόνισεν ὅτι ἡ δημοκρατία δὲν ἀνέχεται σκιάς εἰς τὴν δημοσίαν ζωήν. [586, 192, 770, 607]
car-footer1: ΑΠΟΚΛΕΙΣΤΙΚΗ ΕΙΣΑΓΩΓΗ & ΔΙΑΡΚΗΣ ΠΑΡΑΚΑΤΑΘΗΚΗ ΓΝΗΣΙΩΝ ΑΝΤΑΛΛΑΚΤΙΚΩΝ [183, 1740, 746, 1752]
hanomag-ad [22, 1390, 915, 1813]
row-value: 1650 [328, 199, 346, 209]
row-label: Ἰον.—Λαϊκή [210, 177, 254, 187]
row-value [348, 177, 386, 188]
row-label: Κτημ. εις £ [24, 145, 62, 155]
row-value: 167 [142, 210, 155, 220]
subhead-occupation: ΠΡΟΤΕΙΝΕΤΑΙ ΕΚΚΑΘΑΡΙΣΙΣ «ΕΚΚΡΕΜΟΤΗΤΩΝ» ΤΗΣ ΚΑΤΟΧΗΣ [779, 767, 963, 788]
table-row [208, 134, 386, 145]
funeral-name: ΜΑΡΙΑΝ ΣΠΑΝ. ΛΙΑΠΗ [434, 1278, 538, 1288]
column-rule [1357, 192, 1358, 1182]
car-script1: Kurier [445, 1392, 524, 1424]
records-title: ΔΙΣΚΟΙ [777, 954, 897, 986]
row-label: Ἐριουργίαι [210, 260, 248, 270]
row-label: Σκοπ. Γ [24, 177, 50, 187]
row-value: 161,5 [135, 231, 155, 241]
row-value: 164,5 [176, 242, 196, 252]
subhead-cleanup: ΕΚΚΑΘΑΡΙΣΙΣ ΤΗΣ ΠΟΛΙΤΙΚΗΣ ΖΩΗΣ ΤΗΣ ΧΩΡΑΣ [1178, 817, 1343, 838]
table-row [208, 199, 386, 210]
table-row [22, 177, 198, 188]
row-value: 310 [331, 238, 345, 248]
row-label: Σκοπ. Δ [24, 188, 50, 198]
row-value: 165 [331, 271, 345, 280]
banks-header: ΤΡΑΠΕΖΑΙ—ΑΣΦΑΛΕΙΑΙ [240, 124, 354, 134]
records-address: ΚΑΡΑΓΙΩΡΓΗ ΤΗΣ ΣΕΡΒΙΑΣ 4 [763, 1033, 910, 1045]
car-script2: Garant [416, 1419, 490, 1448]
story-column-2: ἐπικαλεῖται ὅτι ἀνῆκε εἰς ἀντιστασιακὴν ὀργάνωσιν. Οἱ βουλευταὶ τῆς ΕΔΑ ἀπήντησαν μὲ κραυγάς καὶ ἐδημιουργήθη ἐπεισόδιον. Ὁ Πρόεδρος τῆς Βουλῆς ἐκάλεσε τοὺς βουλευτὰς εἰς τάξιν. Η ΕΚΜΕΤΑΛΛΕΥΣΙΣ ΤΗΣ ΥΠΟΘΕΣΕΩΣ Ἀνέγνωσε ἀποσπάσματα ἀπὸ τὸν Τύπον τῆς ἐποχῆς καὶ ἐζήτησε τὴν διαλεύκανσιν τῆς ὑποθέσεως. Εἶπεν ὅτι ἡ ὑπόθεσις ἀποτελεῖ ἀντικείμενον ἐκμεταλλεύσεως ἀπὸ μέρους τῆς Κυβερνήσεως διὰ πολιτικοὺς σκοπούς. Ἡ ἀντιπολίτευσις ἐπιμένει εἰς τὴν σύστασιν ἐπιτροπῆς καὶ εἰς τὴν δημοσίευσιν ὅλων τῶν στοιχείων. Κατηγόρησε τὴν Κυβέρνησιν ὅτι ἀπέκρυψε τὰ ἔγγραφα ἀπὸ τὴν Βουλήν καὶ τὴν κοινὴν γνώμην. [779, 192, 963, 478]
row-label: Κεράνη [210, 281, 236, 291]
hanomag-logo [33, 1745, 94, 1806]
banks-table [208, 134, 386, 221]
